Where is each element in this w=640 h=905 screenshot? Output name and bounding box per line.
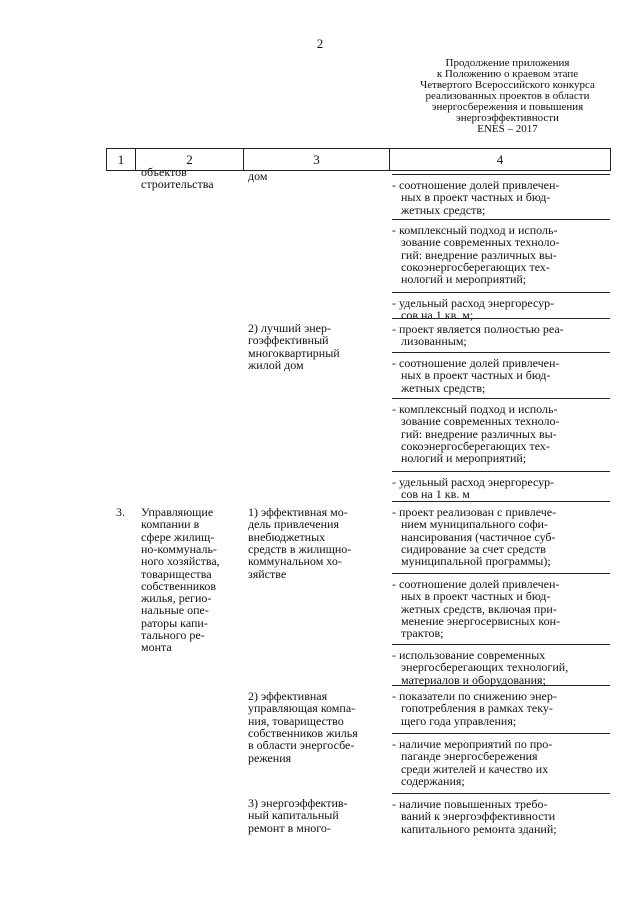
- nomination-line: коммунальном хо-: [248, 554, 342, 569]
- criterion-line: ных в проект частных и бюд-: [401, 589, 551, 604]
- criterion-separator: [392, 398, 610, 399]
- nomination-continuation: дом: [248, 169, 268, 183]
- nomination-line: внебюджетных: [248, 529, 326, 544]
- criterion-line: ваний к энергоэффективности: [401, 809, 556, 824]
- criterion-line: жетных средств, включая при-: [401, 601, 557, 616]
- criterion-line: паганде энергосбережения: [401, 749, 538, 764]
- category-line: жилья, регио-: [141, 591, 212, 606]
- criterion-line: сокоэнергосберегающих тех-: [401, 259, 550, 274]
- category-line: нальные опе-: [141, 603, 209, 618]
- criterion-line: менение энергосервисных кон-: [401, 613, 560, 628]
- page-number: 2: [316, 36, 324, 51]
- criterion-line: нием муниципального софи-: [401, 517, 548, 532]
- criterion-line: жетных средств;: [401, 202, 486, 217]
- column-header-2: 2: [135, 149, 243, 170]
- category-line: раторы капи-: [141, 615, 208, 630]
- nomination-line: ния, товарищество: [248, 713, 344, 728]
- nomination-line: в области энергосбе-: [248, 738, 355, 753]
- nomination-line: жилой дом: [248, 357, 304, 372]
- criterion-line: зование современных техноло-: [401, 414, 560, 429]
- nomination-line: собственников жилья: [248, 725, 358, 740]
- nomination-line: зяйстве: [248, 566, 287, 581]
- category-line: товарищества: [141, 566, 212, 581]
- criterion-line: гий: внедрение различных вы-: [401, 426, 557, 441]
- criterion-separator: [392, 733, 610, 734]
- criterion-separator: [392, 174, 610, 175]
- header-line: энергоэффективности: [456, 112, 559, 124]
- criterion-line: нологий и мероприятий;: [401, 272, 527, 287]
- nomination-line: ремонт в много-: [248, 820, 331, 835]
- criterion-line: - удельный расход энергоресур-: [392, 296, 555, 310]
- criterion-line: - соотношение долей привлечен-: [392, 356, 560, 370]
- criterion-line: гий: внедрение различных вы-: [401, 247, 557, 262]
- criterion-line: капитального ремонта зданий;: [401, 821, 557, 836]
- column-header-4: 4: [389, 149, 611, 170]
- criterion-line: жетных средств;: [401, 380, 486, 395]
- category-line: Управляющие: [141, 505, 214, 519]
- nomination-line: режения: [248, 750, 292, 765]
- criterion-line: - проект является полностью реа-: [392, 322, 564, 336]
- criterion-line: нологий и мероприятий;: [401, 451, 527, 466]
- header-line: Четвертого Всероссийского конкурса: [420, 79, 595, 91]
- criterion-line: сокоэнергосберегающих тех-: [401, 438, 550, 453]
- header-line: к Положению о краевом этапе: [436, 68, 579, 80]
- column-header-3: 3: [243, 149, 389, 170]
- nomination-line: управляющая компа-: [248, 701, 356, 716]
- criterion-separator: [392, 219, 610, 220]
- criterion-separator: [392, 685, 610, 686]
- criterion-separator: [392, 573, 610, 574]
- row-number: 3.: [116, 505, 125, 519]
- criterion-line: сидирование за счет средств: [401, 541, 546, 556]
- category-line: но-коммуналь-: [141, 541, 217, 556]
- nomination-line: средств в жилищно-: [248, 541, 352, 556]
- criterion-line: гопотребления в рамках теку-: [401, 701, 553, 716]
- criterion-separator: [392, 292, 610, 293]
- criterion-line: ных в проект частных и бюд-: [401, 368, 551, 383]
- criterion-separator: [392, 318, 610, 319]
- criterion-line: сов на 1 кв. м;: [401, 308, 474, 323]
- criterion-line: - удельный расход энергоресур-: [392, 475, 555, 489]
- category-line: собственников: [141, 578, 217, 593]
- criterion-line: - комплексный подход и исполь-: [392, 402, 558, 416]
- criterion-separator: [392, 501, 610, 502]
- criterion-line: материалов и оборудования;: [401, 672, 546, 687]
- criterion-line: содержания;: [401, 773, 465, 788]
- criterion-line: - проект реализован с привлече-: [392, 505, 557, 519]
- criterion-line: щего года управления;: [401, 713, 517, 728]
- category-line: ного хозяйства,: [141, 554, 220, 569]
- criterion-line: - наличие мероприятий по про-: [392, 737, 553, 751]
- criterion-line: - соотношение долей привлечен-: [392, 178, 560, 192]
- criterion-separator: [392, 352, 610, 353]
- category-line: тального ре-: [141, 628, 205, 642]
- nomination-line: многоквартирный: [248, 345, 340, 360]
- criterion-separator: [392, 793, 610, 794]
- criterion-line: - соотношение долей привлечен-: [392, 577, 560, 591]
- nomination-line: 1) эффективная мо-: [248, 505, 348, 519]
- criterion-line: нансирования (частичное суб-: [401, 529, 556, 544]
- column-header-1: 1: [106, 149, 135, 170]
- appendix-header: [395, 58, 620, 135]
- category-line: монта: [141, 640, 172, 655]
- header-line: реализованных проектов в области: [425, 90, 590, 102]
- criterion-separator: [392, 471, 610, 472]
- header-line: энергосбережения и повышения: [431, 101, 584, 113]
- nomination-line: 2) эффективная: [248, 689, 328, 703]
- criterion-line: - комплексный подход и исполь-: [392, 223, 558, 237]
- criterion-separator: [392, 644, 610, 645]
- nomination-line: 2) лучший энер-: [248, 321, 331, 335]
- criterion-line: энергосберегающих технологий,: [401, 660, 569, 675]
- header-line: ENES – 2017: [477, 123, 538, 135]
- criterion-line: ных в проект частных и бюд-: [401, 190, 551, 205]
- category-continuation: строительства: [141, 177, 214, 192]
- category-continuation: объектов: [141, 165, 187, 179]
- criterion-line: сов на 1 кв. м: [401, 487, 470, 502]
- criterion-line: - наличие повышенных требо-: [392, 797, 548, 811]
- criterion-line: муниципальной программы);: [401, 554, 551, 569]
- criterion-line: лизованным;: [401, 334, 467, 349]
- criterion-line: - показатели по снижению энер-: [392, 689, 557, 703]
- header-line: Продолжение приложения: [445, 57, 570, 69]
- nomination-line: ный капитальный: [248, 808, 339, 823]
- criterion-line: - использование современных: [392, 648, 546, 662]
- nomination-line: гоэффективный: [248, 333, 329, 348]
- criterion-line: зование современных техноло-: [401, 235, 560, 250]
- criterion-line: трактов;: [401, 626, 444, 641]
- nomination-line: 3) энергоэффектив-: [248, 796, 348, 810]
- criterion-line: среди жителей и качество их: [401, 761, 549, 776]
- category-line: сфере жилищ-: [141, 529, 215, 544]
- category-line: компании в: [141, 517, 200, 532]
- nomination-line: дель привлечения: [248, 517, 339, 532]
